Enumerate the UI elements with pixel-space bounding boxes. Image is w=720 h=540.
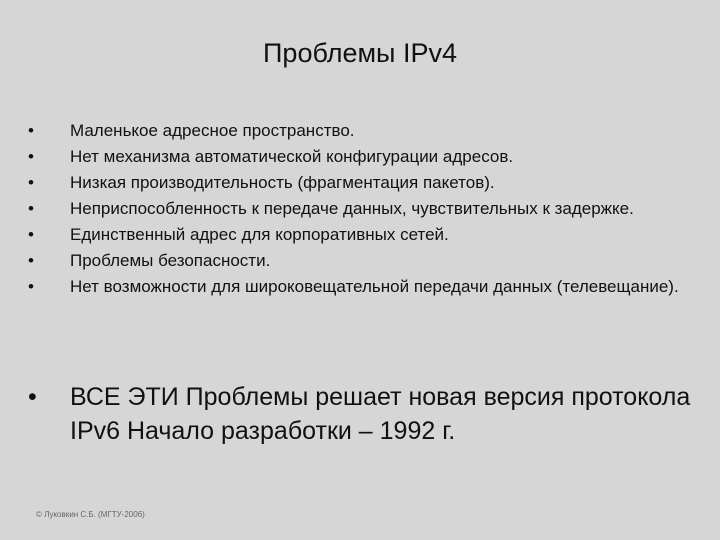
bullet-marker: •	[28, 277, 34, 296]
list-item-text: Неприспособленность к передаче данных, чувствительных к задержке.	[70, 199, 634, 218]
list-item	[28, 172, 688, 194]
list-item	[28, 146, 688, 168]
list-item	[28, 120, 688, 142]
list-item-text: Проблемы безопасности.	[70, 251, 271, 270]
list-item	[28, 224, 688, 246]
slide-title	[0, 38, 720, 69]
list-item-text: Нет возможности для широковещательной передачи данных (телевещание).	[70, 277, 679, 296]
footer-copyright: © Луковкин С.Б. (МГТУ-2006)	[36, 510, 145, 519]
list-item	[28, 276, 688, 298]
list-item-text: Низкая производительность (фрагментация пакетов).	[70, 173, 495, 192]
bullet-marker: •	[28, 173, 34, 192]
slide-title-text: Проблемы IPv4	[263, 38, 457, 68]
bullet-marker: •	[28, 225, 34, 244]
bullet-marker: •	[28, 121, 34, 140]
bullet-marker: •	[28, 251, 34, 270]
list-item-text: Нет механизма автоматической конфигурации адресов.	[70, 147, 514, 166]
list-item	[28, 198, 688, 220]
bullet-marker: •	[28, 383, 37, 411]
bullet-list	[28, 120, 688, 302]
bullet-marker: •	[28, 199, 34, 218]
conclusion-item	[28, 380, 708, 448]
conclusion-list	[28, 380, 708, 448]
bullet-marker: •	[28, 147, 34, 166]
list-item	[28, 250, 688, 272]
list-item-text: Маленькое адресное пространство.	[70, 121, 355, 140]
list-item-text: Единственный адрес для корпоративных сетей.	[70, 225, 449, 244]
conclusion-text: ВСЕ ЭТИ Проблемы решает новая версия протокола IPv6 Начало разработки – 1992 г.	[70, 383, 691, 445]
